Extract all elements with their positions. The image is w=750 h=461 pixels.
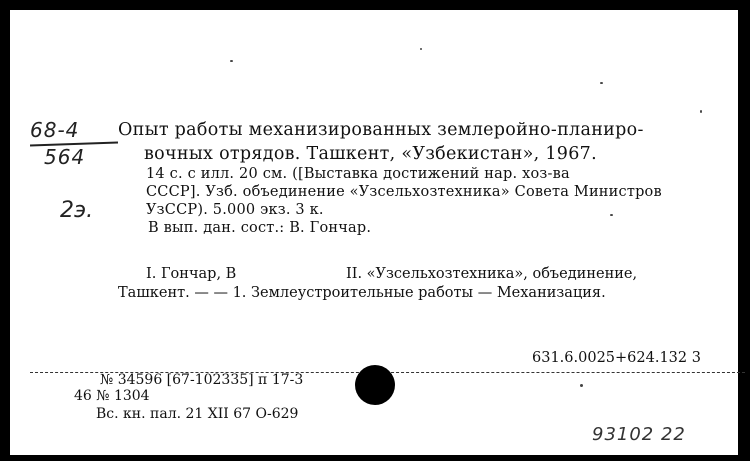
scan-edge-right — [738, 0, 750, 461]
speck — [700, 110, 702, 113]
tracing-subject: Ташкент. — — 1. Землеустроительные работы — Механизация. — [118, 285, 606, 301]
record-line-2: 46 № 1304 — [74, 388, 150, 404]
shelf-mark-bottom: 564 — [44, 145, 86, 169]
speck — [610, 214, 613, 216]
record-line-3: Вс. кн. пал. 21 XII 67 О-629 — [96, 406, 299, 422]
inventory-stamp: 93102 22 — [592, 424, 686, 445]
scan-edge-top — [0, 0, 750, 10]
scan-edge-bottom — [0, 455, 750, 461]
punch-hole — [355, 365, 395, 405]
description-line-4: В вып. дан. сост.: В. Гончар. — [148, 220, 372, 236]
description-line-3: УзССР). 5.000 экз. 3 к. — [146, 202, 324, 218]
speck — [420, 48, 422, 50]
title-line-1: Опыт работы механизированных землеройно-планиро- — [118, 120, 644, 140]
handwritten-note: 2э. — [60, 198, 94, 223]
classification-number: 631.6.0025+624.132 3 — [532, 350, 701, 366]
tracing-author: I. Гончар, В — [146, 266, 237, 282]
speck — [580, 384, 583, 387]
scan-edge-left — [0, 0, 10, 461]
description-line-1: 14 с. с илл. 20 см. ([Выставка достижений нар. хоз-ва — [146, 166, 570, 182]
shelf-mark-top: 68-4 — [30, 118, 80, 142]
title-line-2: вочных отрядов. Ташкент, «Узбекистан», 1967. — [144, 144, 597, 164]
description-line-2: СССР]. Узб. объединение «Узсельхозтехника» Совета Министров — [146, 184, 662, 200]
speck — [600, 82, 603, 84]
tracing-organization: II. «Узсельхозтехника», объединение, — [346, 266, 638, 282]
speck — [230, 60, 233, 62]
record-line-1: № 34596 [67-102335] п 17-3 — [100, 372, 304, 388]
